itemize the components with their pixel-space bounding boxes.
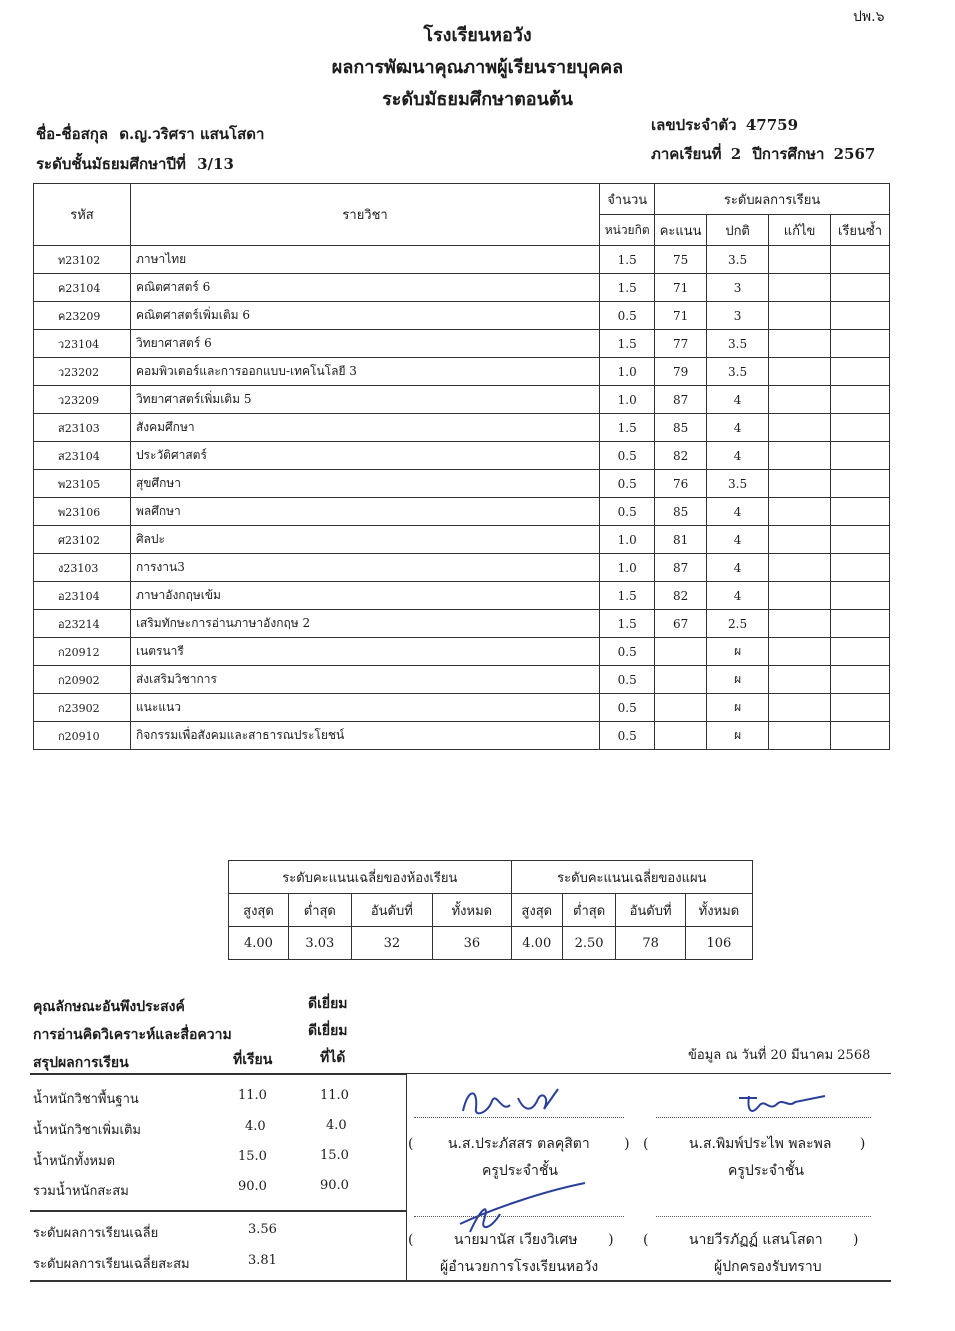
row-score: 82 — [655, 582, 707, 610]
cgpa-label: ระดับผลการเรียนเฉลี่ยสะสม — [33, 1257, 190, 1272]
summary-row-label: น้ำหนักทั้งหมด — [33, 1154, 116, 1169]
header-credits-top: จำนวน — [600, 184, 655, 215]
row-grade: 4 — [707, 582, 769, 610]
row-grade: 2.5 — [707, 610, 769, 638]
avg-value: 78 — [616, 927, 685, 960]
row-code: อ23214 — [34, 610, 131, 638]
col-earned: ที่ได้ — [320, 1050, 346, 1066]
avg-col-header: ต่ำสุด — [288, 894, 351, 927]
row-code: ศ23102 — [34, 526, 131, 554]
row-repeat — [831, 246, 890, 274]
row-code: อ23104 — [34, 582, 131, 610]
row-code: ส23104 — [34, 442, 131, 470]
student-name: ด.ญ.วริศรา แสนโสดา — [119, 125, 265, 143]
avg-value: 4.00 — [229, 927, 289, 960]
student-name-line — [36, 122, 264, 146]
avg-value: 106 — [685, 927, 752, 960]
row-repeat — [831, 582, 890, 610]
row-credits: 0.5 — [600, 666, 655, 694]
row-subject: ภาษาไทย — [130, 246, 599, 274]
school-name: โรงเรียนหอวัง — [423, 25, 532, 46]
row-credits: 0.5 — [600, 694, 655, 722]
row-code: ค23209 — [34, 302, 131, 330]
row-score: 87 — [655, 554, 707, 582]
avg-value: 4.00 — [511, 927, 562, 960]
row-repeat — [831, 302, 890, 330]
table-row — [34, 498, 890, 526]
col-studied: ที่เรียน — [233, 1052, 273, 1068]
row-grade: ผ — [707, 638, 769, 666]
row-credits: 1.0 — [600, 358, 655, 386]
id-label: เลขประจำตัว — [651, 116, 737, 134]
signature-line — [656, 1117, 871, 1118]
row-repeat — [831, 358, 890, 386]
summary-row-studied: 90.0 — [238, 1179, 267, 1194]
row-credits: 1.5 — [600, 274, 655, 302]
summary-row-earned: 11.0 — [320, 1088, 349, 1103]
row-fix — [769, 694, 831, 722]
row-grade: 3.5 — [707, 246, 769, 274]
signature-mark-2 — [735, 1090, 835, 1120]
table-row — [34, 554, 890, 582]
row-fix — [769, 638, 831, 666]
row-repeat — [831, 638, 890, 666]
row-subject: แนะแนว — [130, 694, 599, 722]
row-score: 79 — [655, 358, 707, 386]
avg-value: 2.50 — [562, 927, 616, 960]
header-subject: รายวิชา — [130, 184, 599, 246]
signature-name-3: ( นายมานัส เวียงวิเศษ ) — [408, 1232, 614, 1248]
row-repeat — [831, 274, 890, 302]
signature-role-4: ผู้ปกครองรับทราบ — [714, 1259, 822, 1275]
gpa-value: 3.56 — [248, 1222, 277, 1237]
row-code: ค23104 — [34, 274, 131, 302]
trait-label: คุณลักษณะอันพึงประสงค์ — [33, 999, 185, 1015]
row-subject: กิจกรรมเพื่อสังคมและสาธารณประโยชน์ — [130, 722, 599, 750]
avg-value: 32 — [351, 927, 432, 960]
row-score: 82 — [655, 442, 707, 470]
row-fix — [769, 722, 831, 750]
student-id-line — [651, 113, 798, 137]
row-credits: 1.5 — [600, 582, 655, 610]
row-repeat — [831, 414, 890, 442]
row-subject: เนตรนารี — [130, 638, 599, 666]
row-subject: วิทยาศาสตร์เพิ่มเติม 5 — [130, 386, 599, 414]
summary-row-label: น้ำหนักวิชาพื้นฐาน — [33, 1092, 139, 1107]
signature-line — [414, 1117, 624, 1118]
row-code: ง23103 — [34, 554, 131, 582]
table-row — [34, 358, 890, 386]
row-grade: 4 — [707, 442, 769, 470]
row-subject: ส่งเสริมวิชาการ — [130, 666, 599, 694]
class-label: ระดับชั้นมัธยมศึกษาปีที่ — [36, 155, 186, 173]
row-repeat — [831, 722, 890, 750]
row-credits: 0.5 — [600, 498, 655, 526]
summary-row-studied: 4.0 — [245, 1119, 266, 1134]
trait-value: ดีเยี่ยม — [308, 996, 348, 1012]
row-subject: ประวัติศาสตร์ — [130, 442, 599, 470]
row-score: 75 — [655, 246, 707, 274]
summary-top-rule — [30, 1073, 406, 1075]
table-row — [34, 638, 890, 666]
row-credits: 0.5 — [600, 638, 655, 666]
plan-average-title: ระดับคะแนนเฉลี่ยของแผน — [511, 861, 752, 894]
term-line — [651, 142, 875, 166]
row-score — [655, 694, 707, 722]
row-repeat — [831, 610, 890, 638]
signature-line — [656, 1216, 871, 1217]
row-repeat — [831, 694, 890, 722]
avg-col-header: สูงสุด — [511, 894, 562, 927]
row-credits: 1.0 — [600, 554, 655, 582]
row-grade: 4 — [707, 498, 769, 526]
table-row — [34, 694, 890, 722]
result-label: สรุปผลการเรียน — [33, 1055, 129, 1071]
table-row — [34, 722, 890, 750]
row-score: 85 — [655, 498, 707, 526]
rtw-value: ดีเยี่ยม — [308, 1023, 348, 1039]
rtw-label: การอ่านคิดวิเคราะห์และสื่อความ — [33, 1027, 232, 1043]
row-code: ก20902 — [34, 666, 131, 694]
avg-col-header: สูงสุด — [229, 894, 289, 927]
row-fix — [769, 442, 831, 470]
report-title: ผลการพัฒนาคุณภาพผู้เรียนรายบุคคล — [331, 57, 624, 78]
row-score: 76 — [655, 470, 707, 498]
row-code: ก20910 — [34, 722, 131, 750]
row-grade: 3.5 — [707, 330, 769, 358]
row-credits: 1.0 — [600, 526, 655, 554]
row-grade: 4 — [707, 414, 769, 442]
avg-col-header: อันดับที่ — [351, 894, 432, 927]
row-credits: 1.5 — [600, 330, 655, 358]
row-repeat — [831, 554, 890, 582]
row-repeat — [831, 666, 890, 694]
row-score — [655, 722, 707, 750]
row-fix — [769, 274, 831, 302]
row-repeat — [831, 470, 890, 498]
row-fix — [769, 302, 831, 330]
summary-row-earned: 15.0 — [320, 1148, 349, 1163]
row-grade: 4 — [707, 526, 769, 554]
row-score: 85 — [655, 414, 707, 442]
year-label: ปีการศึกษา — [752, 145, 825, 163]
row-repeat — [831, 526, 890, 554]
header-score: คะแนน — [655, 215, 707, 246]
form-code: ปพ.๖ — [853, 9, 885, 25]
table-row — [34, 442, 890, 470]
row-credits: 0.5 — [600, 442, 655, 470]
grade-rows — [34, 246, 890, 750]
table-row — [34, 526, 890, 554]
term-value: 2 — [730, 145, 742, 163]
cgpa-value: 3.81 — [248, 1253, 277, 1268]
row-subject: สุขศึกษา — [130, 470, 599, 498]
table-row — [34, 414, 890, 442]
table-row — [34, 666, 890, 694]
year-value: 2567 — [833, 145, 876, 163]
level-title: ระดับมัธยมศึกษาตอนต้น — [382, 89, 573, 110]
term-label: ภาคเรียนที่ — [651, 145, 722, 163]
page-bottom-rule — [30, 1280, 891, 1282]
student-id: 47759 — [745, 116, 799, 134]
row-fix — [769, 498, 831, 526]
row-code: พ23105 — [34, 470, 131, 498]
summary-row-label: น้ำหนักวิชาเพิ่มเติม — [33, 1123, 141, 1138]
row-score — [655, 666, 707, 694]
gpa-label: ระดับผลการเรียนเฉลี่ย — [33, 1226, 159, 1241]
averages-table — [228, 860, 753, 960]
row-fix — [769, 610, 831, 638]
row-score: 77 — [655, 330, 707, 358]
summary-row-earned: 4.0 — [326, 1118, 347, 1133]
row-fix — [769, 246, 831, 274]
avg-value: 36 — [433, 927, 512, 960]
row-fix — [769, 414, 831, 442]
student-class-line — [36, 152, 234, 176]
table-row — [34, 582, 890, 610]
row-repeat — [831, 498, 890, 526]
signature-name-2: ( น.ส.พิมพ์ประไพ พละพล ) — [643, 1136, 866, 1152]
row-code: พ23106 — [34, 498, 131, 526]
row-fix — [769, 582, 831, 610]
name-label: ชื่อ-ชื่อสกุล — [36, 125, 109, 143]
row-score: 71 — [655, 274, 707, 302]
signature-role-3: ผู้อำนวยการโรงเรียนหอวัง — [440, 1259, 599, 1275]
row-credits: 1.5 — [600, 414, 655, 442]
row-fix — [769, 330, 831, 358]
row-score: 71 — [655, 302, 707, 330]
row-repeat — [831, 386, 890, 414]
room-average-title: ระดับคะแนนเฉลี่ยของห้องเรียน — [229, 861, 512, 894]
row-subject: ภาษาอังกฤษเข้ม — [130, 582, 599, 610]
row-subject: คณิตศาสตร์เพิ่มเติม 6 — [130, 302, 599, 330]
table-row — [34, 470, 890, 498]
row-fix — [769, 386, 831, 414]
row-grade: 3 — [707, 302, 769, 330]
row-code: ก23902 — [34, 694, 131, 722]
header-credits-bottom: หน่วยกิต — [600, 215, 655, 246]
row-score — [655, 638, 707, 666]
row-subject: คณิตศาสตร์ 6 — [130, 274, 599, 302]
row-grade: 3.5 — [707, 470, 769, 498]
row-subject: ศิลปะ — [130, 526, 599, 554]
row-grade: ผ — [707, 666, 769, 694]
row-code: ว23209 — [34, 386, 131, 414]
row-subject: คอมพิวเตอร์และการออกแบบ-เทคโนโลยี 3 — [130, 358, 599, 386]
row-grade: 4 — [707, 386, 769, 414]
header-repeat: เรียนซ้ำ — [831, 215, 890, 246]
row-subject: วิทยาศาสตร์ 6 — [130, 330, 599, 358]
row-repeat — [831, 442, 890, 470]
signature-name-1: ( น.ส.ประภัสสร ตลคุสิตา ) — [408, 1136, 630, 1152]
table-row — [34, 330, 890, 358]
row-credits: 1.5 — [600, 246, 655, 274]
header-code: รหัส — [34, 184, 131, 246]
row-score: 67 — [655, 610, 707, 638]
row-code: ท23102 — [34, 246, 131, 274]
row-code: ว23104 — [34, 330, 131, 358]
table-row — [34, 274, 890, 302]
table-row — [34, 246, 890, 274]
row-subject: พลศึกษา — [130, 498, 599, 526]
row-fix — [769, 358, 831, 386]
row-repeat — [831, 330, 890, 358]
summary-row-earned: 90.0 — [320, 1178, 349, 1193]
header-result-group: ระดับผลการเรียน — [655, 184, 890, 215]
avg-col-header: ทั้งหมด — [433, 894, 512, 927]
row-fix — [769, 666, 831, 694]
avg-value: 3.03 — [288, 927, 351, 960]
row-credits: 1.0 — [600, 386, 655, 414]
student-class: 3/13 — [197, 155, 234, 173]
row-credits: 1.5 — [600, 610, 655, 638]
summary-row-studied: 11.0 — [238, 1088, 267, 1103]
row-grade: ผ — [707, 694, 769, 722]
row-fix — [769, 554, 831, 582]
header-normal: ปกติ — [707, 215, 769, 246]
row-grade: ผ — [707, 722, 769, 750]
row-credits: 0.5 — [600, 722, 655, 750]
row-grade: 3 — [707, 274, 769, 302]
row-subject: เสริมทักษะการอ่านภาษาอังกฤษ 2 — [130, 610, 599, 638]
summary-mid-rule — [30, 1210, 406, 1212]
summary-row-studied: 15.0 — [238, 1149, 267, 1164]
table-row — [34, 610, 890, 638]
signature-role-2: ครูประจำชั้น — [728, 1163, 804, 1179]
header-fix: แก้ไข — [769, 215, 831, 246]
row-credits: 0.5 — [600, 470, 655, 498]
avg-col-header: อันดับที่ — [616, 894, 685, 927]
signature-role-1: ครูประจำชั้น — [482, 1163, 558, 1179]
row-grade: 4 — [707, 554, 769, 582]
summary-row-label: รวมน้ำหนักสะสม — [33, 1184, 129, 1199]
data-date: ข้อมูล ณ วันที่ 20 มีนาคม 2568 — [688, 1048, 871, 1063]
signature-name-4: ( นายวีรภัฏฏ์ แสนโสดา ) — [643, 1232, 859, 1248]
avg-col-header: ทั้งหมด — [685, 894, 752, 927]
row-grade: 3.5 — [707, 358, 769, 386]
signature-line — [414, 1216, 624, 1217]
row-code: ส23103 — [34, 414, 131, 442]
row-code: ก20912 — [34, 638, 131, 666]
table-row — [34, 302, 890, 330]
row-fix — [769, 526, 831, 554]
avg-col-header: ต่ำสุด — [562, 894, 616, 927]
row-code: ว23202 — [34, 358, 131, 386]
row-subject: การงาน3 — [130, 554, 599, 582]
grades-table — [33, 183, 890, 750]
table-row — [34, 386, 890, 414]
row-score: 81 — [655, 526, 707, 554]
row-credits: 0.5 — [600, 302, 655, 330]
row-score: 87 — [655, 386, 707, 414]
row-subject: สังคมศึกษา — [130, 414, 599, 442]
row-fix — [769, 470, 831, 498]
